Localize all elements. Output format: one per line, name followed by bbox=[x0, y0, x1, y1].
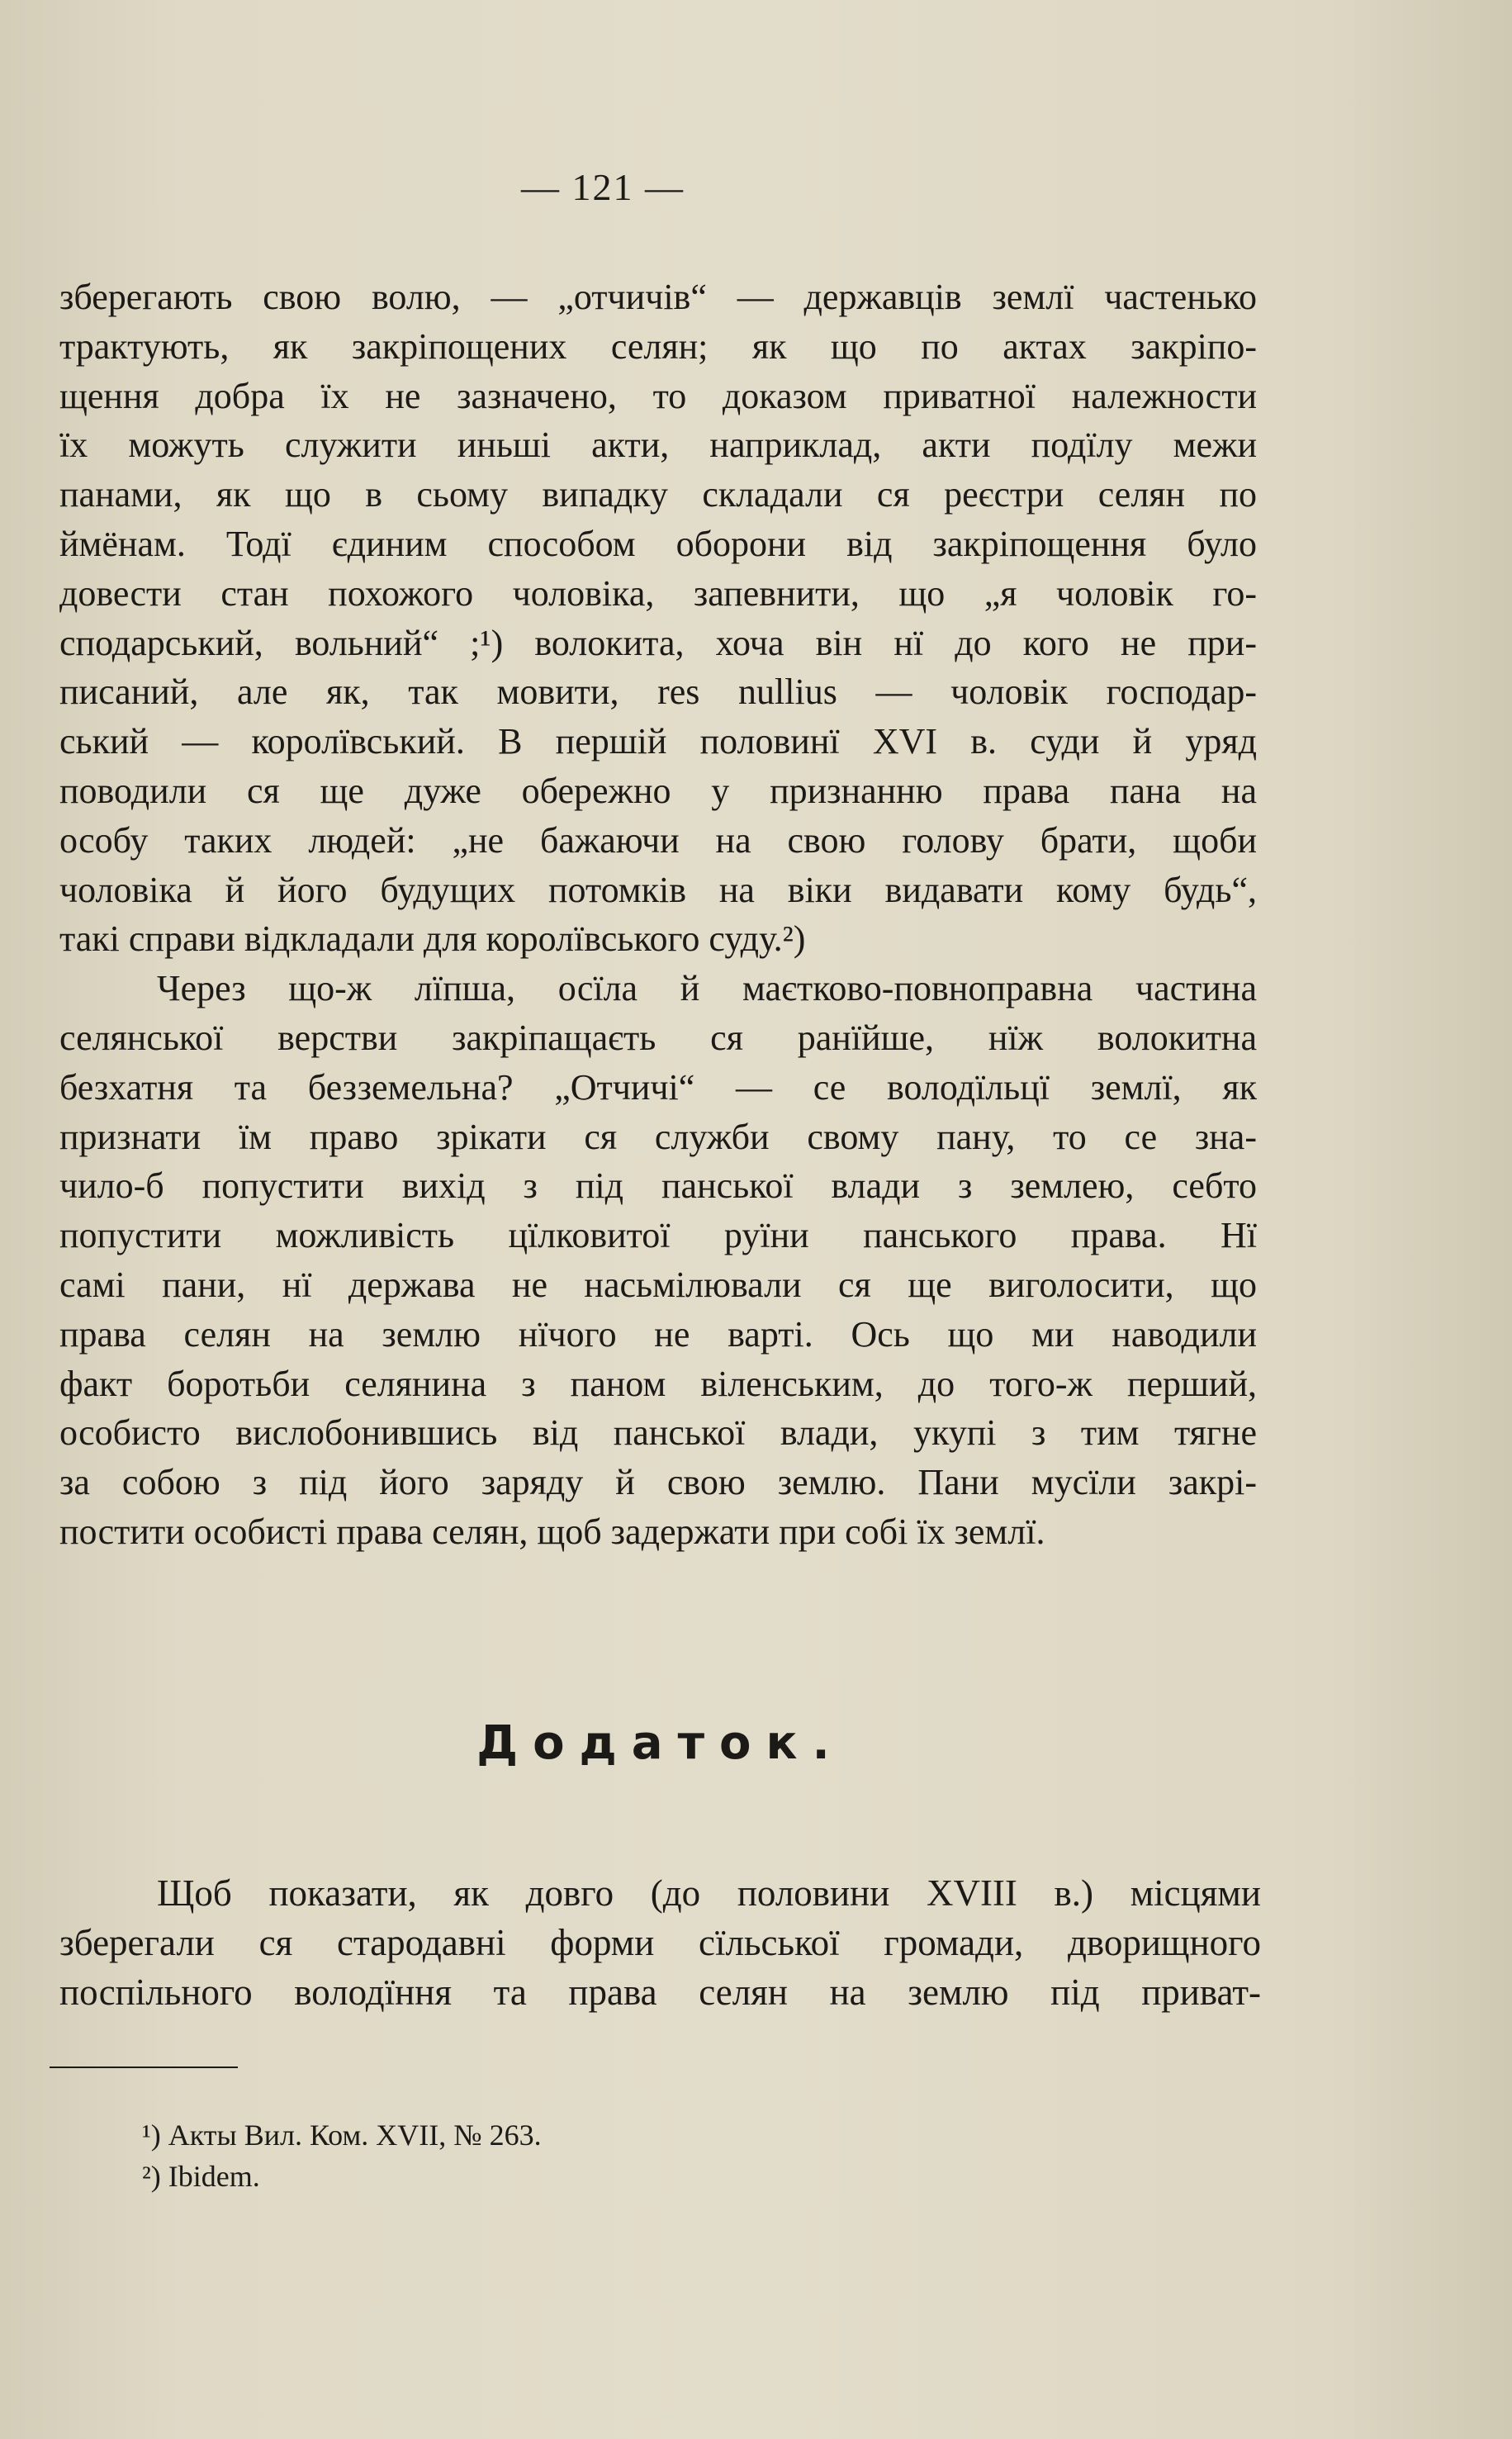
footnote-divider bbox=[50, 2067, 238, 2068]
text-line: панами, як що в сьому випадку складали ся реєстри селян по bbox=[59, 474, 1257, 515]
text-line: сподарський, вольний“ ;¹) волокита, хоча він нї до кого не при- bbox=[59, 622, 1257, 663]
text-line: чило-б попустити вихід з під панської влади з землею, себто bbox=[59, 1165, 1257, 1207]
text-line: такі справи відкладали для королївського суду.²) bbox=[59, 918, 806, 960]
main-text bbox=[59, 273, 1257, 1557]
text-line: довести стан похожого чоловіка, запевнити, що „я чоловік го- bbox=[59, 572, 1257, 614]
text-line: права селян на землю нїчого не варті. Ось що ми наводили bbox=[59, 1313, 1257, 1355]
text-line: особисто вислобонившись від панської влади, укупі з тим тягне bbox=[59, 1412, 1257, 1454]
text-line: Щоб показати, як довго (до половини XVIII в.) місцями bbox=[157, 1872, 1261, 1914]
text-line: ймёнам. Тодї єдиним способом оборони від закріпощення було bbox=[59, 523, 1257, 564]
text-line: за собою з під його заряду й свою землю. Пани мусїли закрі- bbox=[59, 1462, 1257, 1503]
text-line: ський — королївський. В першій половинї XVI в. суди й уряд bbox=[59, 721, 1257, 762]
text-line: постити особисті права селян, щоб задержати при собі їх землї. bbox=[59, 1511, 1045, 1552]
text-line: щення добра їх не зазначено, то доказом приватної належности bbox=[59, 375, 1257, 416]
text-line: самі пани, нї держава не насьмілювали ся ще виголосити, що bbox=[59, 1264, 1257, 1305]
footnote: ¹) Акты Вил. Ком. XVII, № 263. bbox=[142, 2119, 542, 2152]
text-line: поспільного володїння та права селян на землю під приват- bbox=[59, 1972, 1261, 2013]
text-line: факт боротьби селянина з паном віленським, до того-ж перший, bbox=[59, 1363, 1257, 1404]
appendix-heading: Додаток. bbox=[476, 1716, 845, 1770]
page-number: — 121 — bbox=[521, 166, 685, 208]
footnote: ²) Ibidem. bbox=[142, 2160, 260, 2193]
footnotes bbox=[142, 2114, 542, 2197]
text-line: поводили ся ще дуже обережно у признанню права пана на bbox=[59, 770, 1257, 811]
text-line: писаний, але як, так мовити, res nullius — чоловік господар- bbox=[59, 671, 1257, 713]
appendix-text bbox=[59, 1868, 1261, 2017]
text-line: безхатня та безземельна? „Отчичі“ — се володїльцї землї, як bbox=[59, 1066, 1257, 1108]
text-line: Через що-ж лїпша, осїла й маєтково-повноправна частина bbox=[157, 968, 1257, 1009]
text-line: їх можуть служити иньші акти, наприклад, акти подїлу межи bbox=[59, 425, 1257, 466]
paragraph-1 bbox=[59, 273, 1257, 964]
text-line: признати їм право зрікати ся служби свому пану, то се зна- bbox=[59, 1116, 1257, 1157]
text-line: зберегають свою волю, — „отчичів“ — державців землї частенько bbox=[59, 277, 1257, 317]
text-line: особу таких людей: „не бажаючи на свою голову брати, щоби bbox=[59, 819, 1257, 861]
paragraph-2 bbox=[59, 964, 1257, 1557]
text-line: зберегали ся стародавні форми сїльської громади, дворищного bbox=[59, 1922, 1261, 1963]
text-line: селянської верстви закріпащаєть ся ранїйше, нїж волокитна bbox=[59, 1017, 1257, 1058]
text-line: чоловіка й його будущих потомків на віки видавати кому будь“, bbox=[59, 869, 1257, 910]
text-line: трактують, як закріпощених селян; як що по актах закріпо- bbox=[59, 325, 1257, 367]
text-line: попустити можливість цїлковитої руїни панського права. Нї bbox=[59, 1215, 1257, 1256]
